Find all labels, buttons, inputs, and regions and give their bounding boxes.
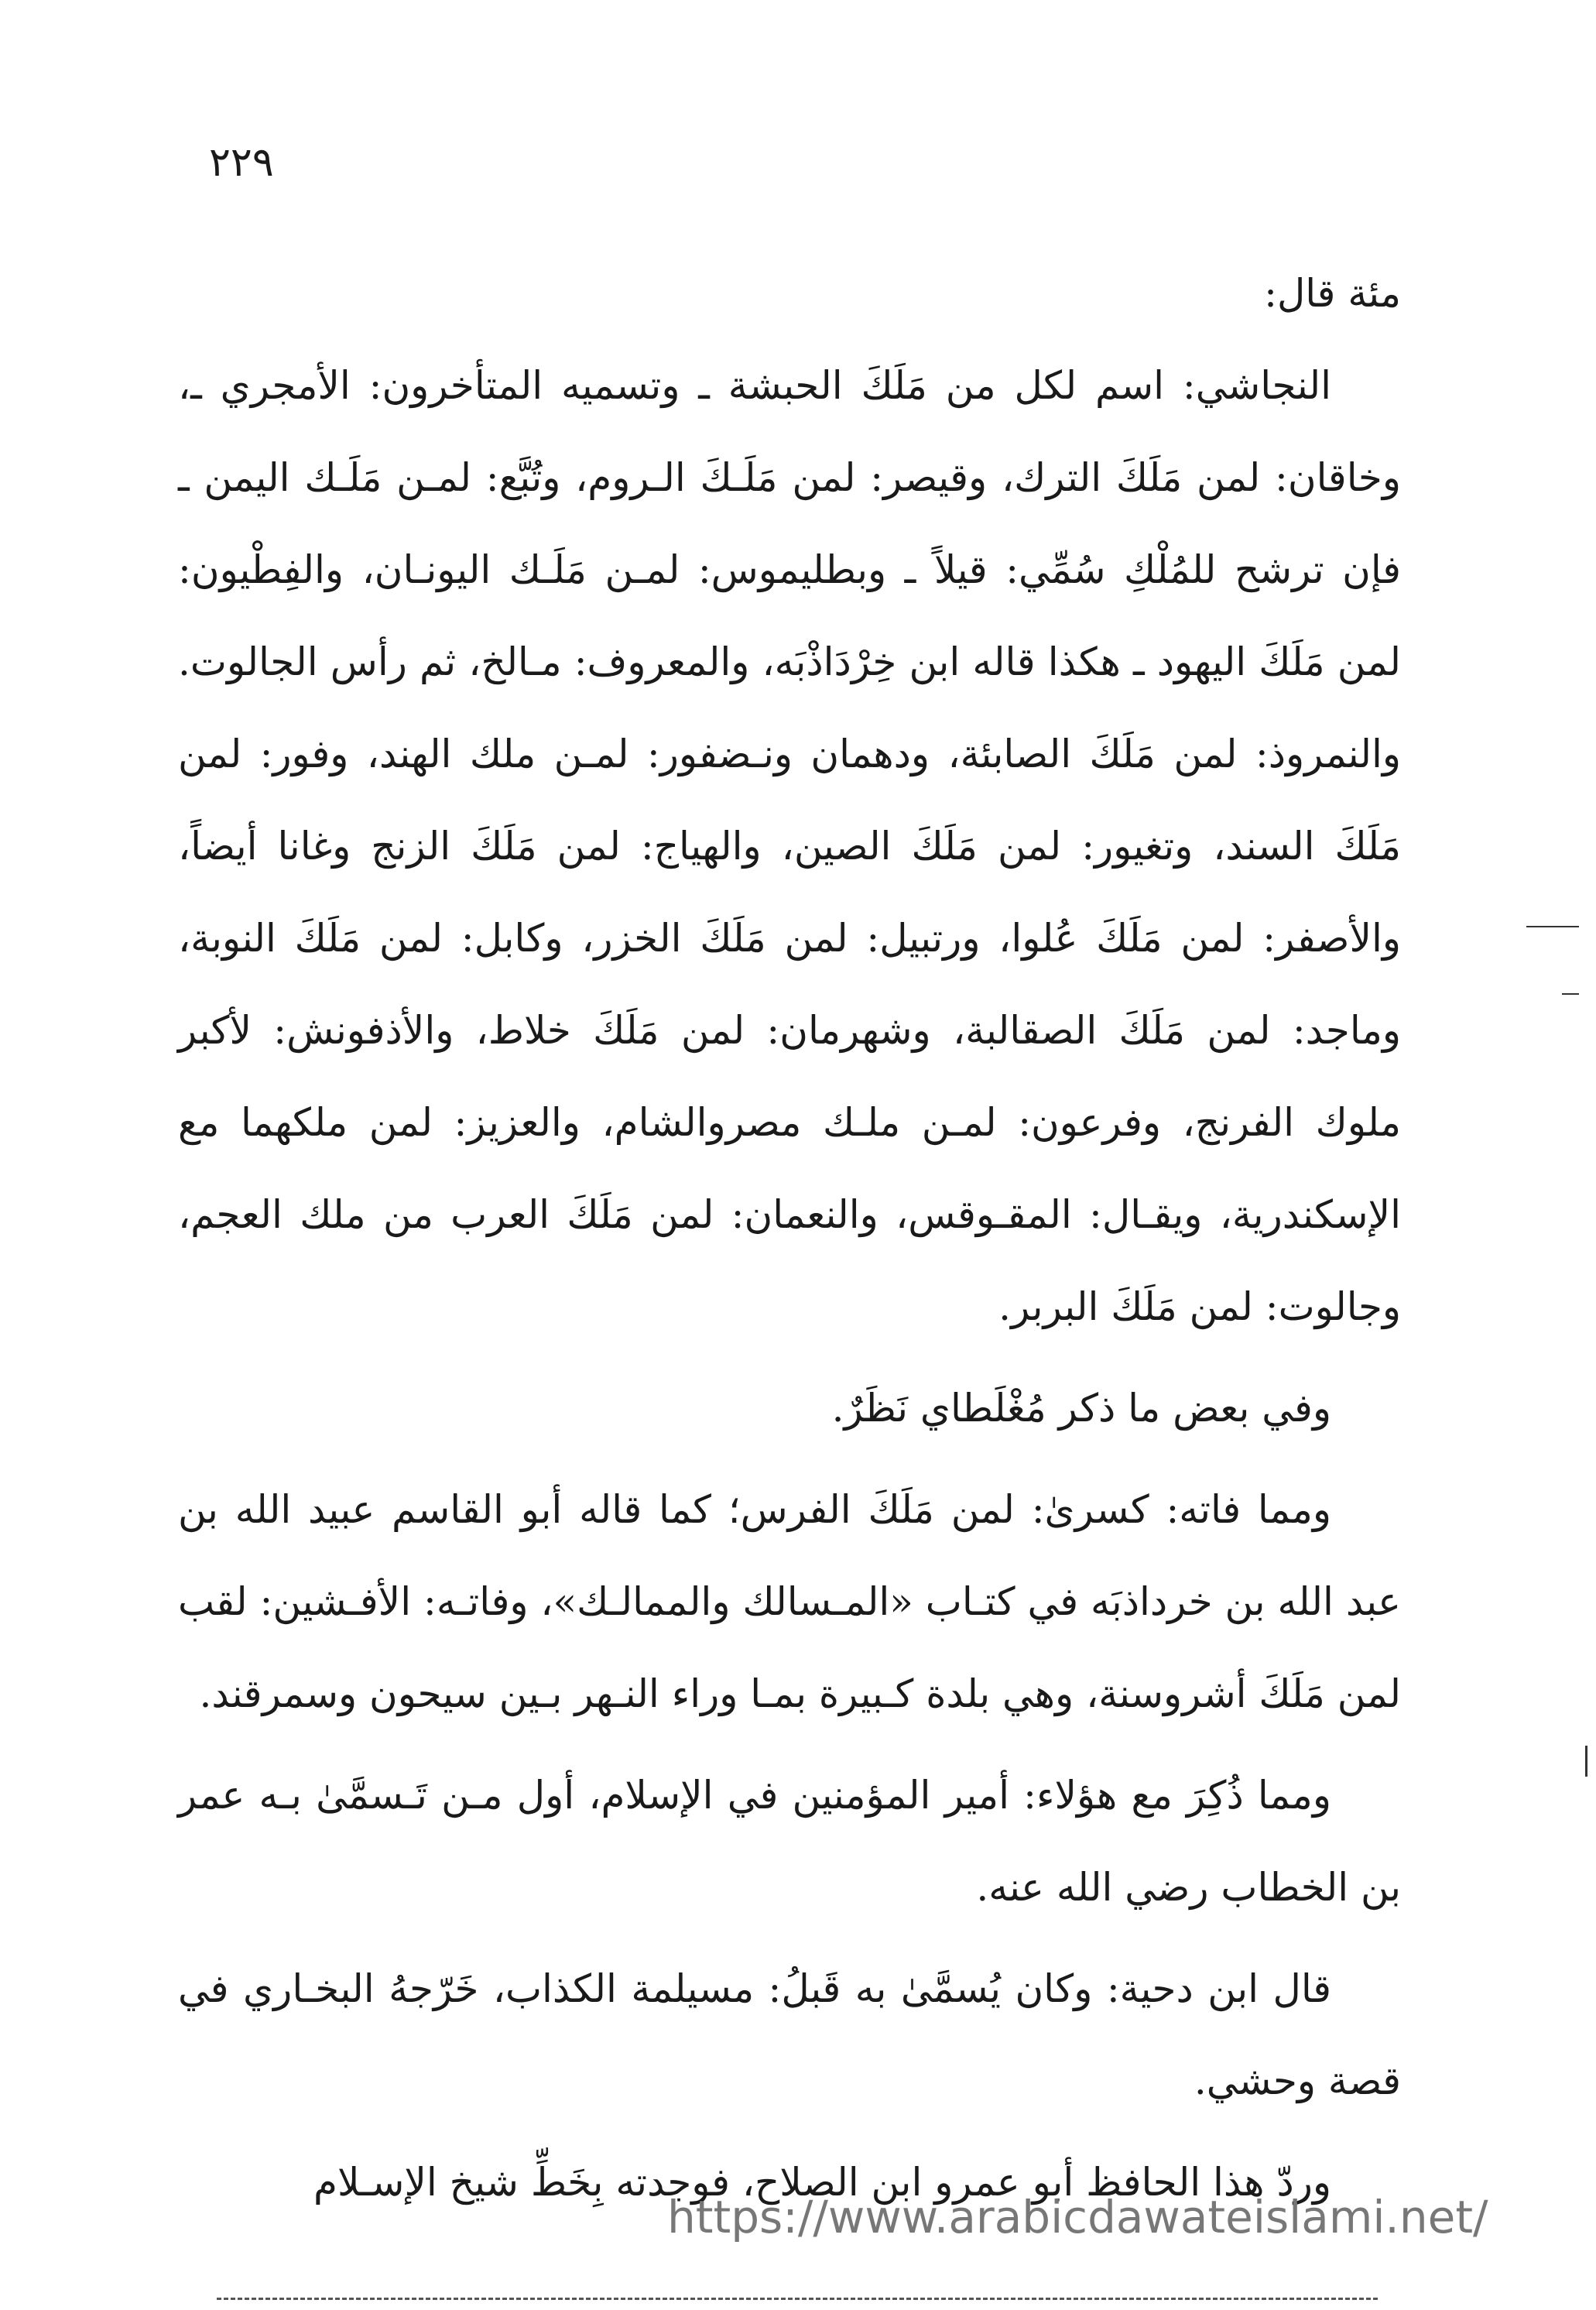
page-number: ٢٢٩: [209, 139, 274, 186]
paragraph-intro: مئة قال:: [1264, 271, 1401, 316]
body-text: [178, 248, 1401, 2229]
margin-dash-1: [1526, 926, 1579, 927]
paragraph-ibn-salah: وردّ هذا الحافظ أبو عمرو ابن الصلاح، فوجدته بِخَطِّ شيخ الإسـلام: [313, 2160, 1331, 2205]
margin-mark: [1585, 1746, 1587, 1777]
paragraph-kings-list: النجاشي: اسم لكل من مَلَكَ الحبشة ـ وتسميه المتأخرون: الأمجري ـ، وخاقان: لمن مَلَكَ الترك، وقيصر: لمن مَلَـكَ الـروم، وتُبَّع: لمـن مَلَـك اليمن ـ فإن ترشح للمُلْكِ سُمِّي: قيلاً ـ وبطليموس: لمـن مَلَـك اليونـان، والفِطْيون: لمن مَلَكَ اليهود ـ هكذا قاله ابن خِرْدَاذْبَه، والمعروف: مـالخ، ثم رأس الجالوت. والنمروذ: لمن مَلَكَ الصابئة، ودهمان ونـضفور: لمـن ملك الهند، وفور: لمن مَلَكَ السند، وتغيور: لمن مَلَكَ الصين، والهياج: لمن مَلَكَ الزنج وغانا أيضاً، والأصفر: لمن مَلَكَ عُلوا، ورتبيل: لمن مَلَكَ الخزر، وكابل: لمن مَلَكَ النوبة، وماجد: لمن مَلَكَ الصقالبة، وشهرمان: لمن مَلَكَ خلاط، والأذفونش: لأكبر ملوك الفرنج، وفرعون: لمـن ملـك مصروالشام، والعزيز: لمن ملكهما مع الإسكندرية، ويقـال: المقـوقس، والنعمان: لمن مَلَكَ العرب من ملك العجم، وجالوت: لمن مَلَكَ البربر.: [178, 363, 1401, 1329]
paragraph-amir-al-muminin: ومما ذُكِرَ مع هؤلاء: أمير المؤمنين في الإسلام، أول مـن تَـسمَّىٰ بـه عمر بن الخطاب رضي الله عنه.: [178, 1773, 1401, 1910]
paragraph-omissions: ومما فاته: كسرىٰ: لمن مَلَكَ الفرس؛ كما قاله أبو القاسم عبيد الله بن عبد الله بن خرداذبَه في كتـاب «المـسالك والممالـك»، وفاتـه: الأفـشين: لقب لمن مَلَكَ أشروسنة، وهي بلدة كـبيرة بمـا وراء النـهر بـين سيحون وسمرقند.: [178, 1487, 1401, 1716]
paragraph-note: وفي بعض ما ذكر مُغْلَطاي نَظَرٌ.: [831, 1386, 1331, 1431]
watermark-url[interactable]: https://www.arabicdawateislami.net/: [667, 2191, 1488, 2243]
margin-dash-2: [1562, 993, 1579, 995]
paragraph-ibn-dihya: قال ابن دحية: وكان يُسمَّىٰ به قَبلُ: مسيلمة الكذاب، خَرّجهُ البخـاري في قصة وحشي.: [178, 1966, 1401, 2103]
scan-bottom-marks: [217, 2298, 1378, 2303]
